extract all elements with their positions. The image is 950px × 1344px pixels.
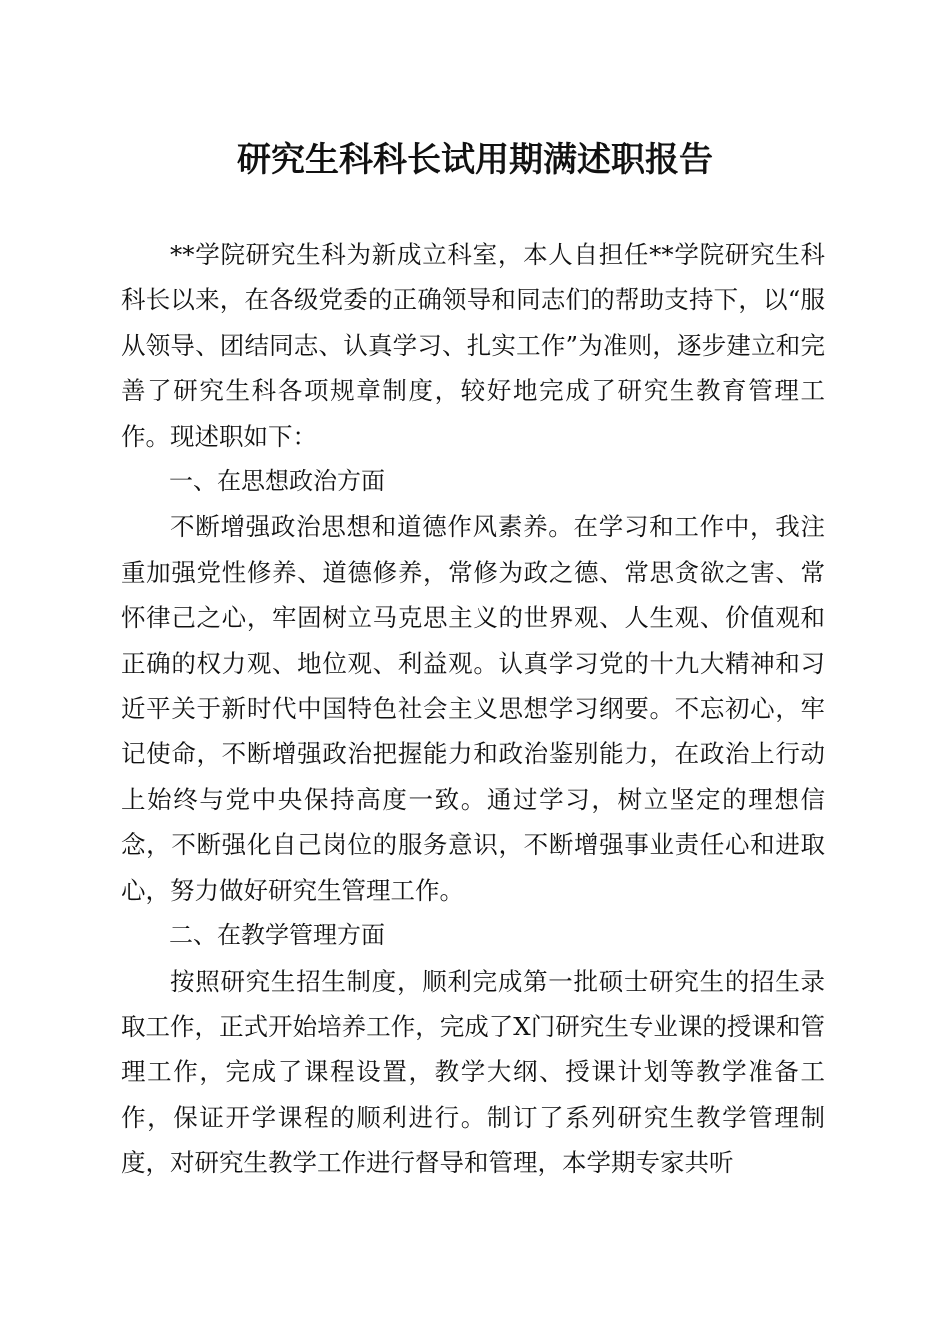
section-heading-political: 一、在思想政治方面 [169,467,385,496]
political-paragraph: 不断增强政治思想和道德作风素养。在学习和工作中，我注重加强党性修养、道德修养，常修为政之德、常思贪欲之害、常怀律己之心，牢固树立马克思主义的世界观、人生观、价值观和正确的权力观、地位观、利益观。认真学习党的十九大精神和习近平关于新时代中国特色社会主义思想学习纲要。不忘初心，牢记使命，不断增强政治把握能力和政治鉴别能力，在政治上行动上始终与党中央保持高度一致。通过学习，树立坚定的理想信念，不断强化自己岗位的服务意识，不断增强事业责任心和进取心，努力做好研究生管理工作。 [121,512,825,905]
intro-paragraph: **学院研究生科为新成立科室，本人自担任**学院研究生科科长以来，在各级党委的正确领导和同志们的帮助支持下，以“服从领导、团结同志、认真学习、扎实工作”为准则，逐步建立和完善了研究生科各项规章制度，较好地完成了研究生教育管理工作。现述职如下： [121,240,825,451]
teaching-paragraph: 按照研究生招生制度，顺利完成第一批硕士研究生的招生录取工作，正式开始培养工作，完成了X门研究生专业课的授课和管理工作，完成了课程设置，教学大纲、授课计划等教学准备工作，保证开学课程的顺利进行。制订了系列研究生教学管理制度，对研究生教学工作进行督导和管理，本学期专家共听 [121,966,825,1178]
section-heading-teaching: 二、在教学管理方面 [169,921,385,950]
document-body [121,232,825,1186]
document-title: 研究生科科长试用期满述职报告 [237,140,713,180]
